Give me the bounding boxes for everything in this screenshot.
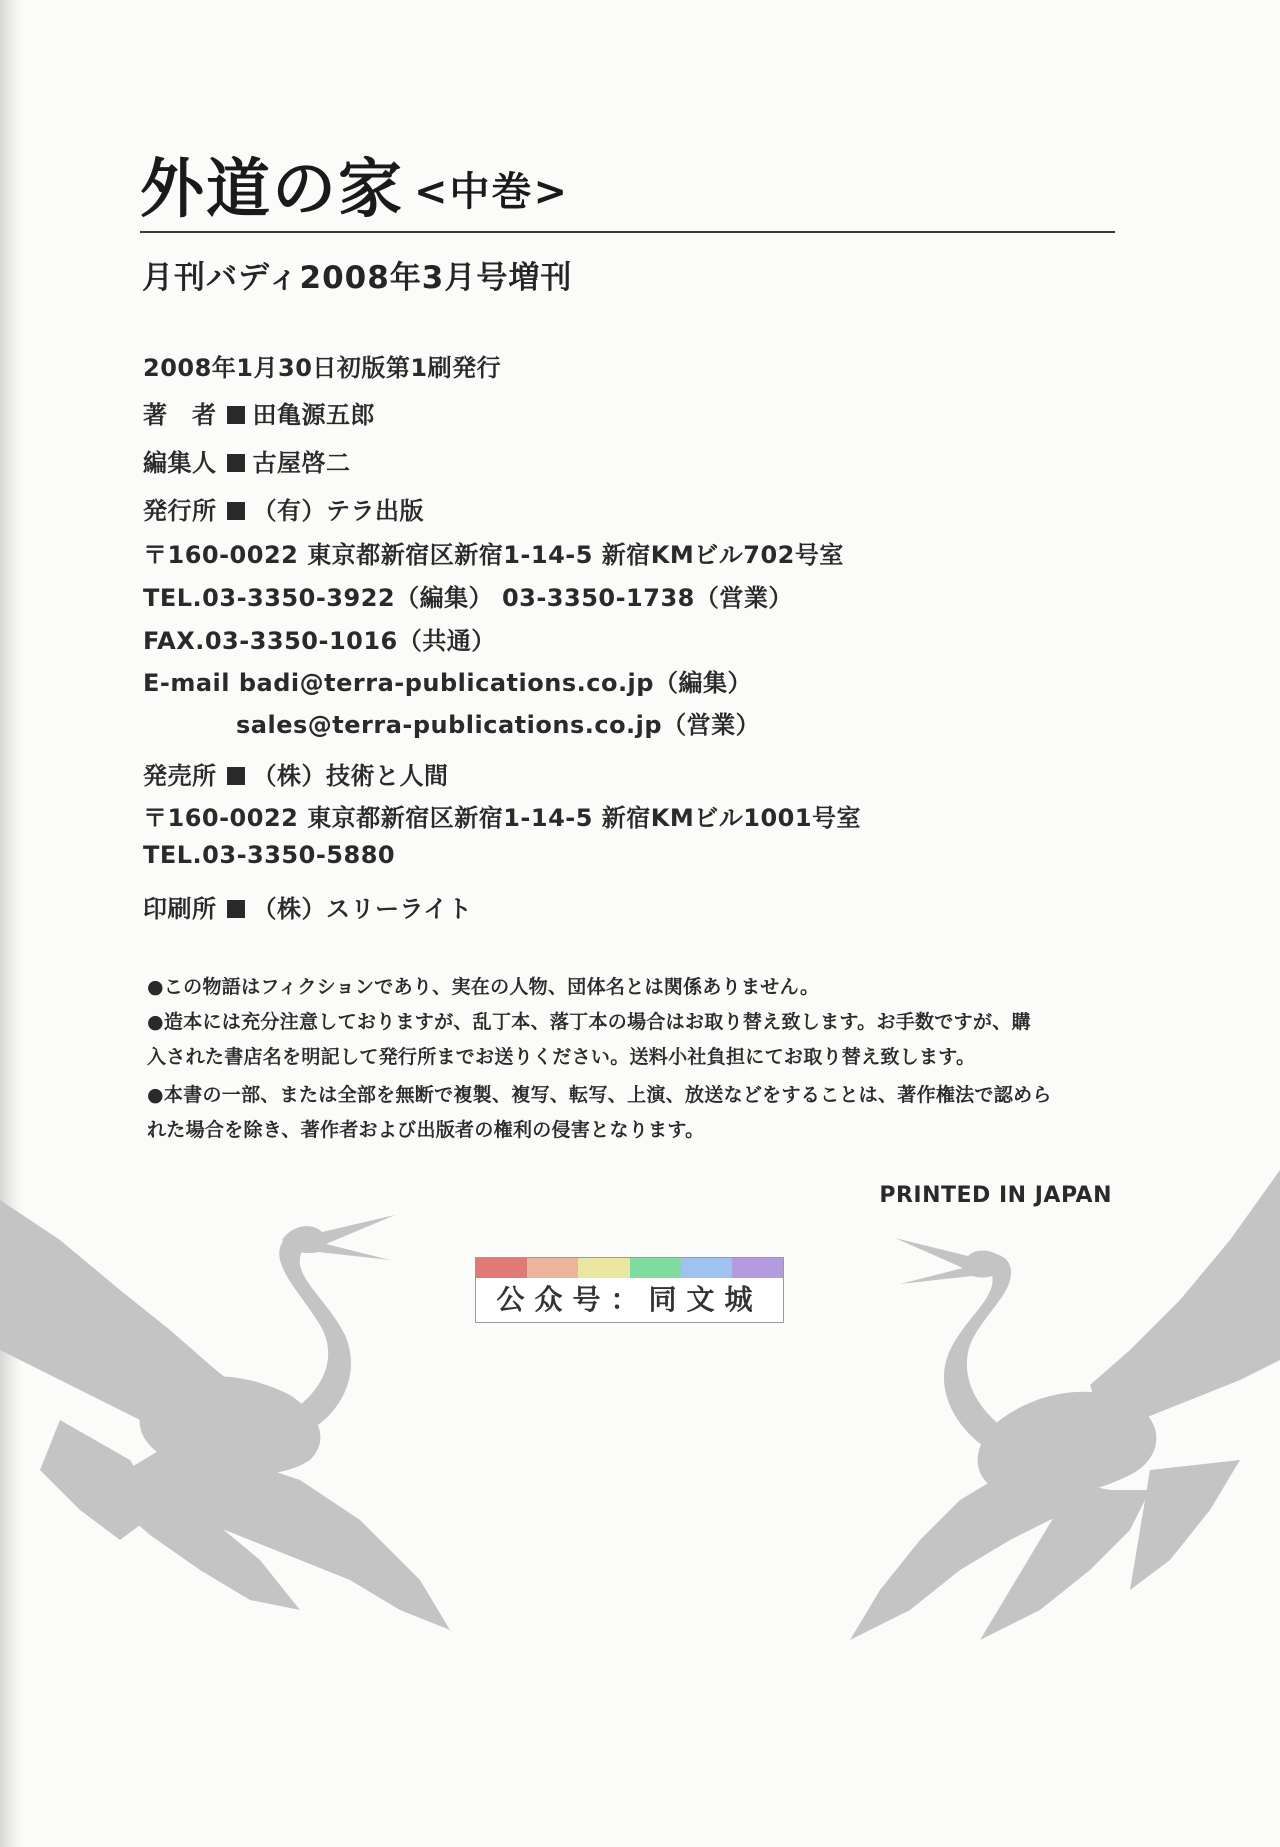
editor-line: 編集人 古屋啓二 (143, 449, 351, 477)
distributor-line: 発売所 （株）技術と人間 (143, 762, 449, 790)
note-copyright-2: れた場合を除き、著作者および出版者の権利の侵害となります。 (147, 1119, 705, 1141)
book-title (140, 150, 1115, 232)
publisher-email-sales: sales@terra-publications.co.jp（営業） (236, 711, 761, 739)
note-fiction: ●この物語はフィクションであり、実在の人物、団体名とは関係ありません。 (147, 976, 820, 998)
note-copyright-1: ●本書の一部、または全部を無断で複製、複写、転写、上演、放送などをすることは、著作権法で認めら (147, 1084, 1052, 1106)
color-bar (681, 1258, 732, 1278)
issue-line: 月刊バディ2008年3月号増刊 (142, 260, 573, 296)
color-bar (630, 1258, 681, 1278)
watermark-badge (475, 1257, 784, 1323)
square-bullet-icon (227, 900, 245, 918)
note-replacement-1: ●造本には充分注意しておりますが、乱丁本、落丁本の場合はお取り替え致します。お手数ですが、購 (147, 1011, 1031, 1033)
crane-icon (0, 1180, 470, 1650)
title-divider (140, 231, 1115, 233)
square-bullet-icon (227, 406, 245, 424)
color-bar (578, 1258, 629, 1278)
square-bullet-icon (227, 502, 245, 520)
book-title-main: 外道の家 (140, 153, 404, 227)
book-title-volume: <中巻> (414, 169, 570, 215)
author-line: 著 者 田亀源五郎 (143, 401, 375, 429)
square-bullet-icon (227, 767, 245, 785)
crane-icon (810, 1170, 1280, 1650)
color-bar (476, 1258, 527, 1278)
title-block (140, 150, 1115, 232)
color-bar (732, 1258, 783, 1278)
note-replacement-2: 入された書店名を明記して発行所までお送りください。送料小社負担にてお取り替え致します。 (147, 1046, 976, 1068)
publisher-email-editorial: E-mail badi@terra-publications.co.jp（編集） (143, 669, 752, 697)
publisher-line: 発行所 （有）テラ出版 (143, 497, 424, 525)
watermark-text: 公众号：同文城 (496, 1283, 763, 1316)
color-bar (527, 1258, 578, 1278)
publication-date: 2008年1月30日初版第1刷発行 (143, 354, 502, 382)
square-bullet-icon (227, 454, 245, 472)
printed-in-japan: PRINTED IN JAPAN (879, 1183, 1112, 1208)
color-bar-strip (476, 1258, 783, 1278)
printer-line: 印刷所 （株）スリーライト (143, 895, 473, 923)
distributor-address: 〒160-0022 東京都新宿区新宿1-14-5 新宿KMビル1001号室 (143, 804, 862, 832)
publisher-address: 〒160-0022 東京都新宿区新宿1-14-5 新宿KMビル702号室 (143, 541, 844, 569)
publisher-tel: TEL.03-3350-3922（編集） 03-3350-1738（営業） (143, 584, 793, 612)
publisher-fax: FAX.03-3350-1016（共通） (143, 627, 496, 655)
distributor-tel: TEL.03-3350-5880 (143, 841, 396, 869)
